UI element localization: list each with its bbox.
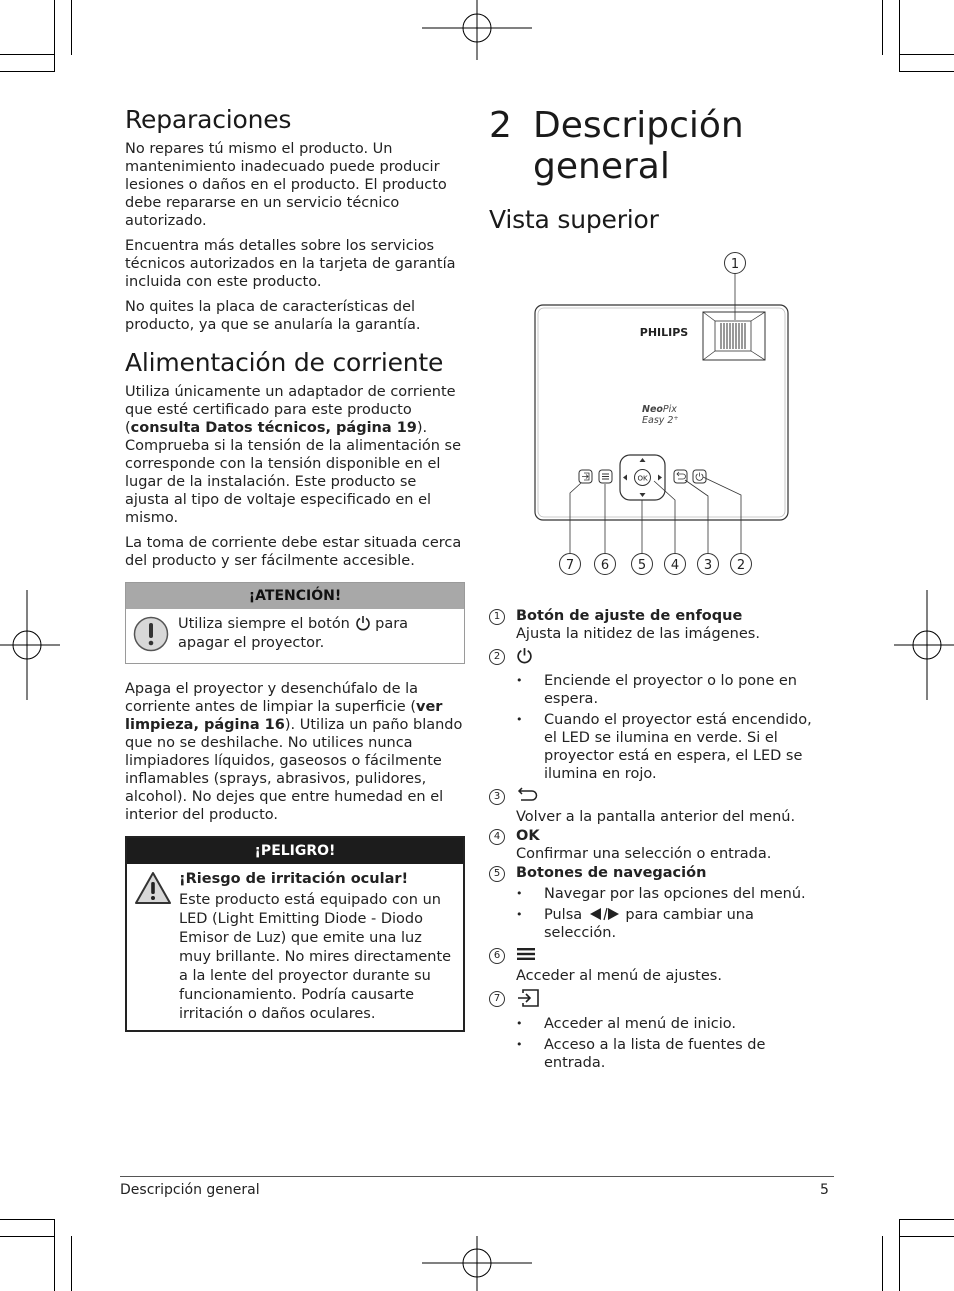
- crop-mark: [0, 71, 55, 72]
- callout-label: 4: [670, 558, 680, 573]
- power-heading: Alimentación de corriente: [125, 348, 444, 377]
- callout-label: 1: [730, 257, 740, 272]
- crop-mark: [54, 0, 55, 71]
- legend-number: 2: [489, 649, 505, 665]
- legend-desc: Confirmar una selección o entrada.: [516, 846, 772, 862]
- warning-triangle-icon: [133, 870, 173, 906]
- legend-title: Botones de navegación: [516, 865, 707, 881]
- legend-item: [489, 946, 829, 985]
- callout-label: 5: [637, 558, 647, 573]
- repair-paragraph: Encuentra más detalles sobre los servicios técnicos autorizados en la tarjeta de garantía incluida con este producto.: [125, 238, 456, 290]
- legend-desc: Ajusta la nitidez de las imágenes.: [516, 626, 760, 642]
- right-column: [489, 105, 829, 1075]
- crop-mark: [899, 71, 954, 72]
- power-text: Utiliza únicamente un adaptador de corriente que esté certificado para este producto (: [125, 384, 456, 436]
- back-button: [674, 470, 687, 483]
- brand-logo: PHILIPS: [639, 326, 689, 339]
- legend-item: [489, 989, 829, 1072]
- attention-box: [125, 582, 465, 664]
- legend-item: [489, 827, 829, 863]
- page-number: 5: [820, 1182, 829, 1198]
- crop-mark: [899, 0, 900, 71]
- power-paragraph: [125, 383, 465, 527]
- crop-mark: [882, 1236, 883, 1291]
- power-text: ). Comprueba si la tensión de la alimentación se corresponde con la tensión disponible en el lugar de la instalación. Este producto se ajusta al tipo de voltaje especificado en el mismo.: [125, 420, 462, 526]
- top-view-heading: Vista superior: [489, 205, 659, 234]
- legend-bullet: • Cuando el proyector está encendido, el LED se ilumina en verde. Si el proyector está en espera, el LED se ilumina en rojo.: [516, 711, 829, 783]
- legend-bullet: • Acceder al menú de inicio.: [516, 1015, 829, 1033]
- callout-label: 6: [600, 558, 610, 573]
- legend-number: 4: [489, 829, 505, 845]
- crop-mark: [0, 1219, 55, 1220]
- legend-item: [489, 607, 829, 643]
- cleaning-link[interactable]: ver limpieza, página 16: [125, 699, 443, 733]
- left-right-arrows-icon: [587, 907, 621, 921]
- projector-top-view-diagram: [489, 248, 829, 603]
- chapter-title-line: general: [533, 146, 670, 187]
- source-icon: [516, 989, 540, 1007]
- repair-paragraph: No repares tú mismo el producto. Un mantenimiento inadecuado puede producir lesiones o daños en el producto. El producto debe repararse en un servicio técnico autorizado.: [125, 141, 447, 229]
- cleaning-text: Apaga el proyector y desenchúfalo de la corriente antes de limpiar la superficie (: [125, 681, 419, 715]
- danger-subtitle: ¡Riesgo de irritación ocular!: [179, 871, 409, 887]
- legend-title: Botón de ajuste de enfoque: [516, 608, 743, 624]
- crop-mark: [0, 1236, 55, 1237]
- attention-text-part: para apagar el proyector.: [178, 616, 409, 651]
- legend-bullet: • Acceso a la lista de fuentes de entrada.: [516, 1036, 829, 1072]
- repair-heading: Reparaciones: [125, 105, 292, 134]
- registration-mark-top: [422, 0, 532, 60]
- danger-title: ¡PELIGRO!: [127, 838, 463, 864]
- legend-number: 5: [489, 866, 505, 882]
- legend-number: 1: [489, 609, 505, 625]
- cleaning-text: ). Utiliza un paño blando que no se deshilache. No utilices nunca limpiadores líquidos, gaseosos o fácilmente inflamables (sprays, abrasivos, pulidores, alcohol). No dejes que entre humedad en el interior del producto.: [125, 717, 463, 823]
- crop-mark: [0, 54, 55, 55]
- chapter-number: 2: [489, 105, 512, 146]
- legend-list: [489, 607, 829, 1072]
- legend-desc: Acceder al menú de ajustes.: [516, 968, 722, 984]
- crop-mark: [882, 0, 883, 55]
- legend-bullet: [516, 906, 829, 942]
- repair-paragraph: No quites la placa de características del producto, ya que se anularía la garantía.: [125, 299, 421, 333]
- footer-section-title: Descripción general: [120, 1182, 260, 1198]
- legend-desc: Volver a la pantalla anterior del menú.: [516, 809, 796, 825]
- power-paragraph: La toma de corriente debe estar situada cerca del producto y ser fácilmente accesible.: [125, 535, 462, 569]
- power-icon: [516, 647, 533, 664]
- back-icon: [516, 787, 538, 803]
- attention-text: [178, 615, 458, 657]
- left-column: [125, 105, 465, 1048]
- callout-label: 7: [565, 558, 575, 573]
- legend-number: 3: [489, 789, 505, 805]
- model-name-line2: Easy 2+: [642, 415, 679, 426]
- cleaning-paragraph: [125, 680, 465, 824]
- legend-item: [489, 787, 829, 826]
- ok-button-label: OK: [637, 474, 648, 483]
- legend-number: 7: [489, 991, 505, 1007]
- menu-icon: [516, 946, 536, 962]
- callout-label: 3: [703, 558, 713, 573]
- crop-mark: [71, 1236, 72, 1291]
- legend-bullet-text: Pulsa: [544, 907, 583, 923]
- crop-mark: [54, 1219, 55, 1291]
- callout-label: 2: [736, 558, 746, 573]
- chapter-title: [489, 105, 829, 187]
- attention-title: ¡ATENCIÓN!: [126, 583, 464, 609]
- legend-bullet: • Navegar por las opciones del menú.: [516, 885, 829, 903]
- model-name: NeoPix: [642, 404, 677, 415]
- danger-text: Este producto está equipado con un LED (Light Emitting Diode - Diodo Emisor de Luz) que emite una luz muy brillante. No mires directamente a la lente del proyector durante su funcionamiento. Podría causarte irritación o daños oculares.: [179, 892, 452, 1022]
- legend-item: [489, 647, 829, 783]
- crop-mark: [899, 1219, 900, 1291]
- crop-mark: [899, 54, 954, 55]
- attention-text-part: Utiliza siempre el botón: [178, 616, 350, 632]
- crop-mark: [71, 0, 72, 55]
- registration-mark-bottom: [422, 1236, 532, 1291]
- registration-mark-right: [894, 590, 954, 700]
- crop-mark: [899, 1219, 954, 1220]
- legend-bullet: • Enciende el proyector o lo pone en espera.: [516, 672, 829, 708]
- datasheet-link[interactable]: consulta Datos técnicos, página 19: [130, 420, 417, 436]
- exclamation-icon: [132, 615, 170, 653]
- crop-mark: [899, 1236, 954, 1237]
- danger-box: [125, 836, 465, 1032]
- chapter-title-line: Descripción: [533, 105, 744, 146]
- power-icon: [355, 615, 371, 631]
- legend-number: 6: [489, 948, 505, 964]
- legend-item: [489, 864, 829, 942]
- legend-bullet-text: para cambiar una selección.: [544, 907, 754, 941]
- legend-title: OK: [516, 828, 540, 844]
- registration-mark-left: [0, 590, 60, 700]
- footer-rule: [120, 1176, 834, 1177]
